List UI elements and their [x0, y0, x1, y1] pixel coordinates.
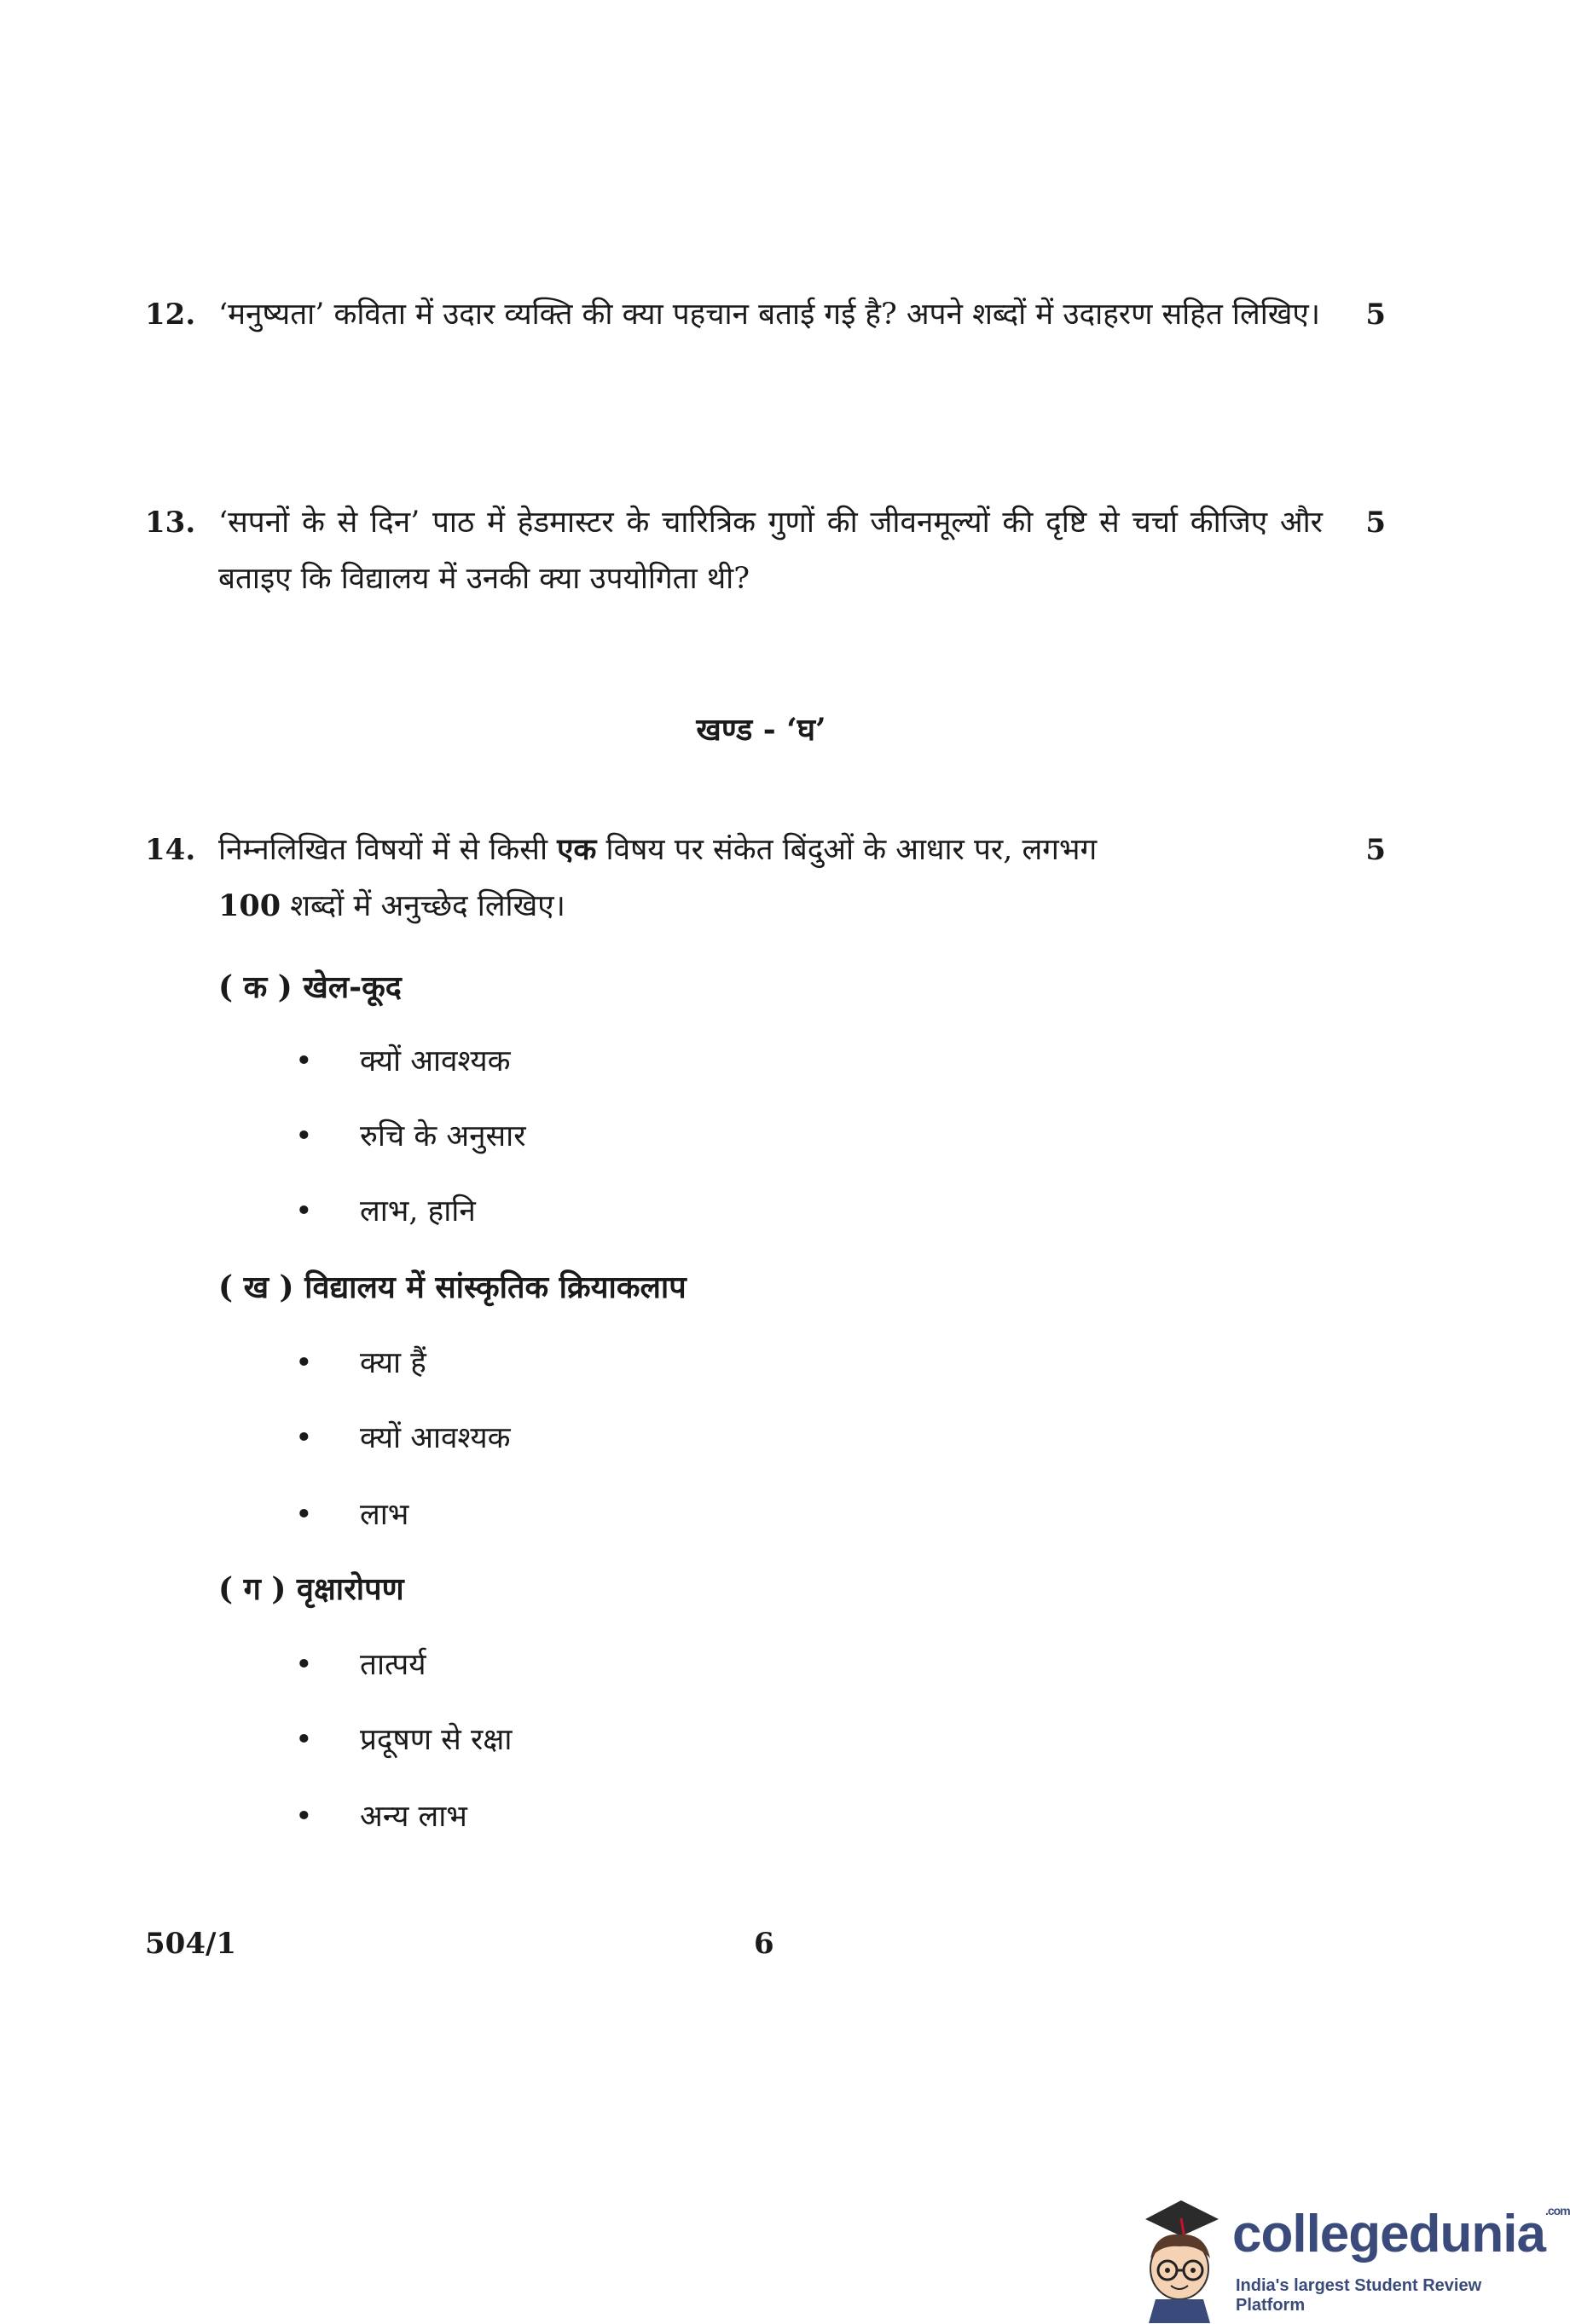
- question-number: 13.: [145, 506, 196, 540]
- bullet-icon: •: [295, 1648, 313, 1682]
- question-text: ‘मनुष्यता’ कविता में उदार व्यक्ति की क्या पहचान बताई गई है? अपने शब्दों में उदाहरण सहित लिखिए।: [218, 298, 1321, 332]
- bullet-point: [295, 1040, 511, 1080]
- bullet-text: अन्य लाभ: [360, 1800, 467, 1834]
- bullet-point: [295, 1342, 426, 1382]
- bullet-point: [295, 1795, 467, 1835]
- bullet-icon: •: [295, 1723, 313, 1757]
- question-13: [145, 494, 1386, 607]
- question-text: [218, 822, 1323, 934]
- section-heading: खण्ड - ‘घ’: [696, 712, 826, 748]
- bullet-icon: •: [295, 1498, 313, 1532]
- option-ka-heading: ( क ) खेल-कूद: [218, 969, 402, 1005]
- bullet-icon: •: [295, 1421, 313, 1455]
- brand-suffix: .com: [1544, 2204, 1570, 2217]
- question-14: [145, 822, 1386, 934]
- question-text-part: निम्नलिखित विषयों में से किसी: [218, 833, 558, 867]
- bullet-point: [295, 1494, 408, 1534]
- brand-tagline: India's largest Student Review Platform: [1236, 2276, 1482, 2315]
- question-text-part: शब्दों में अनुच्छेद लिखिए।: [281, 889, 565, 923]
- mascot-icon: [1130, 2195, 1232, 2323]
- bullet-icon: •: [295, 1800, 313, 1834]
- question-text-emphasis: एक: [557, 832, 597, 867]
- question-marks: 5: [1365, 506, 1386, 540]
- paper-code: 504/1: [145, 1927, 237, 1961]
- option-ga-heading: ( ग ) वृक्षारोपण: [218, 1571, 404, 1607]
- bullet-icon: •: [295, 1044, 313, 1078]
- word-count: 100: [218, 888, 281, 923]
- bullet-icon: •: [295, 1119, 313, 1153]
- collegedunia-logo: [1130, 2195, 1570, 2324]
- bullet-point: [295, 1115, 526, 1155]
- question-number: 12.: [145, 298, 196, 332]
- bullet-text: रुचि के अनुसार: [360, 1119, 526, 1153]
- page-number: 6: [754, 1927, 774, 1961]
- bullet-text: लाभ: [360, 1498, 409, 1532]
- question-text: ‘सपनों के से दिन’ पाठ में हेडमास्टर के चारित्रिक गुणों की जीवनमूल्यों की दृष्टि से चर्चा कीजिए और बताइए कि विद्यालय में उनकी क्या उपयोगिता थी?: [218, 506, 1323, 596]
- bullet-text: क्या हैं: [360, 1346, 426, 1380]
- bullet-text: लाभ, हानि: [360, 1194, 476, 1228]
- question-text-part: विषय पर संकेत बिंदुओं के आधार पर, लगभग: [596, 833, 1098, 867]
- bullet-text: क्यों आवश्यक: [360, 1421, 511, 1455]
- bullet-icon: •: [295, 1346, 313, 1380]
- bullet-point: [295, 1644, 426, 1684]
- question-marks: 5: [1365, 298, 1386, 332]
- bullet-point: [295, 1719, 512, 1759]
- bullet-point: [295, 1190, 476, 1230]
- question-marks: 5: [1365, 833, 1386, 867]
- option-kha-heading: ( ख ) विद्यालय में सांस्कृतिक क्रियाकलाप: [218, 1269, 687, 1305]
- brand-text: collegedunia: [1232, 2205, 1545, 2263]
- bullet-text: क्यों आवश्यक: [360, 1044, 511, 1078]
- question-number: 14.: [145, 833, 196, 867]
- brand-name: [1232, 2204, 1570, 2264]
- bullet-icon: •: [295, 1194, 313, 1228]
- question-12: [145, 286, 1386, 343]
- bullet-text: प्रदूषण से रक्षा: [360, 1723, 513, 1757]
- bullet-point: [295, 1417, 511, 1457]
- bullet-text: तात्पर्य: [360, 1648, 426, 1682]
